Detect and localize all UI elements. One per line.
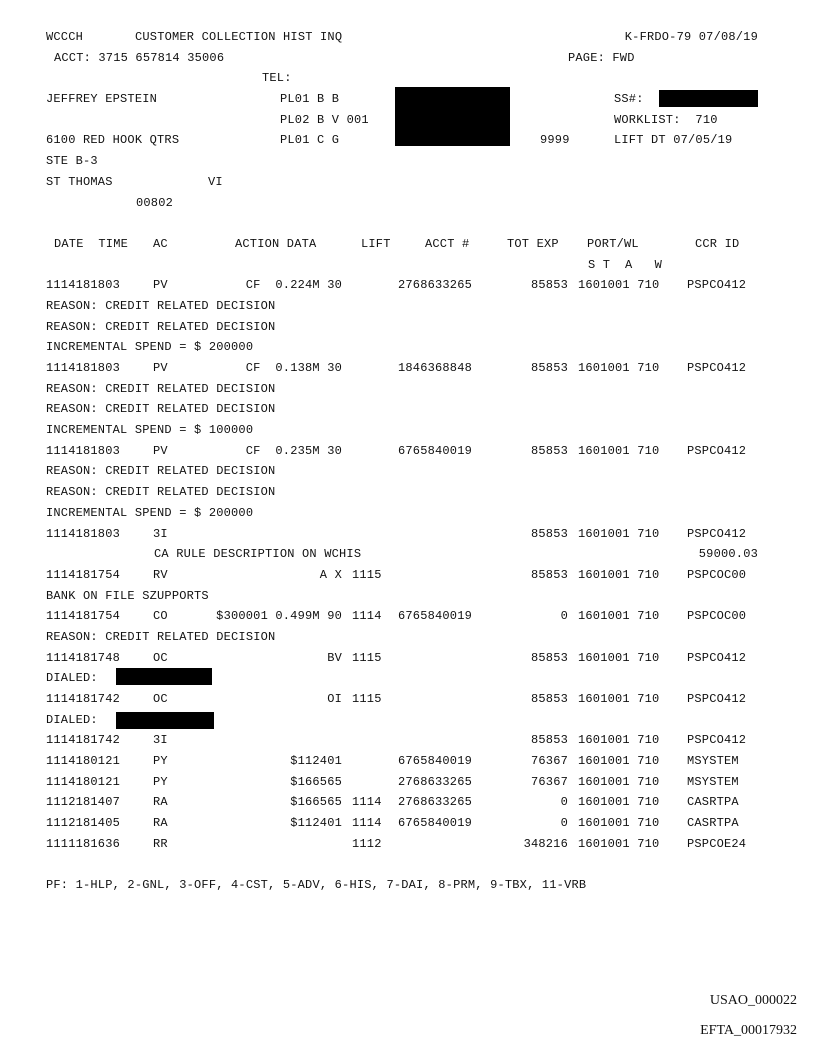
row-action-data: A X [319, 567, 342, 582]
row-ccr-id: MSYSTEM [687, 754, 739, 769]
header-line-2 [46, 48, 776, 69]
row-date-time: 1111181636 [46, 836, 121, 851]
history-row [46, 524, 776, 545]
row-action-data: $112401 [290, 816, 342, 831]
address-line-2: STE B-3 [46, 154, 98, 169]
row-action-code: RA [153, 816, 168, 831]
history-row [46, 792, 776, 813]
tel-line [46, 68, 776, 89]
history-row [46, 689, 776, 710]
row-total-exposure: 348216 [523, 836, 568, 851]
row-action-code: OC [153, 650, 168, 665]
row-ccr-id: PSPCOC00 [687, 609, 747, 624]
tel-label: TEL: [262, 71, 292, 86]
pl01-cg: PL01 C G [280, 133, 340, 148]
row-port-worklist: 1601001 710 [578, 443, 660, 458]
history-subline [46, 544, 776, 565]
row-action-data: OI [327, 692, 342, 706]
row-action-data: $112401 [290, 754, 342, 769]
row-total-exposure: 0 [560, 795, 568, 810]
row-lift: 1112 [352, 836, 382, 851]
page-indicator: PAGE: FWD [568, 50, 635, 65]
customer-line-5 [46, 172, 776, 193]
history-note [46, 586, 776, 607]
ss-label: SS#: [614, 92, 644, 107]
ss-redaction [659, 90, 758, 107]
row-date-time: 1114181803 [46, 443, 121, 458]
row-total-exposure: 85853 [530, 733, 568, 748]
note-text: REASON: CREDIT RELATED DECISION [46, 464, 276, 479]
row-port-worklist: 1601001 710 [578, 526, 660, 541]
history-note [46, 296, 776, 317]
row-action-code: PV [153, 361, 168, 375]
customer-name: JEFFREY EPSTEIN [46, 92, 158, 107]
efta-number: EFTA_00017932 [700, 1023, 797, 1038]
worklist: WORKLIST: 710 [614, 112, 718, 127]
row-date-time: 1114180121 [46, 754, 121, 769]
note-text: INCREMENTAL SPEND = $ 100000 [46, 423, 254, 438]
zip-code: 00802 [136, 195, 174, 210]
row-action-code: CO [153, 609, 168, 624]
history-note [46, 482, 776, 503]
phone-redaction [116, 712, 214, 729]
col-acct: ACCT # [425, 236, 470, 251]
row-action-code: PY [153, 754, 168, 769]
row-action-code: PY [153, 774, 168, 789]
history-row [46, 358, 776, 379]
note-text: REASON: CREDIT RELATED DECISION [46, 629, 276, 644]
row-action-code: 3I [153, 526, 168, 541]
row-account: 1846368848 [398, 361, 473, 375]
row-ccr-id: PSPCO412 [687, 361, 747, 375]
col-staw: S T A W [588, 257, 663, 272]
history-row [46, 606, 776, 627]
note-text: REASON: CREDIT RELATED DECISION [46, 485, 276, 500]
row-port-worklist: 1601001 710 [578, 774, 660, 789]
note-text: REASON: CREDIT RELATED DECISION [46, 381, 276, 396]
row-lift: 1114 [352, 609, 382, 624]
row-date-time: 1114181754 [46, 567, 121, 582]
row-action-code: RV [153, 567, 168, 582]
note-text: DIALED: [46, 671, 98, 686]
col-lift: LIFT [361, 236, 391, 251]
rule-value: 59000.03 [698, 547, 758, 562]
row-total-exposure: 76367 [530, 774, 568, 789]
col-port-wl: PORT/WL [587, 236, 639, 251]
row-action-data: BV [327, 650, 342, 665]
history-row [46, 772, 776, 793]
history-row [46, 441, 776, 462]
row-port-worklist: 1601001 710 [578, 567, 660, 582]
row-port-worklist: 1601001 710 [578, 754, 660, 769]
row-date-time: 1114181742 [46, 733, 121, 748]
row-account: 6765840019 [398, 609, 473, 624]
note-text: REASON: CREDIT RELATED DECISION [46, 319, 276, 334]
row-total-exposure: 85853 [530, 526, 568, 541]
row-ccr-id: MSYSTEM [687, 774, 739, 789]
screen-title: CUSTOMER COLLECTION HIST INQ [135, 30, 343, 44]
phone-redaction [116, 668, 212, 685]
row-port-worklist: 1601001 710 [578, 650, 660, 665]
row-lift: 1115 [352, 650, 382, 665]
pf-key-line [46, 875, 776, 896]
customer-line-4 [46, 151, 776, 172]
row-date-time: 1112181405 [46, 816, 121, 831]
row-date-time: 1114181803 [46, 361, 121, 375]
account-number: ACCT: 3715 657814 35006 [54, 50, 225, 65]
history-row [46, 834, 776, 855]
row-account: 6765840019 [398, 443, 473, 458]
row-account: 2768633265 [398, 774, 473, 789]
history-note [46, 379, 776, 400]
row-action-data: CF 0.235M 30 [245, 443, 342, 458]
row-total-exposure: 76367 [530, 754, 568, 769]
row-total-exposure: 85853 [530, 278, 568, 293]
row-date-time: 1114180121 [46, 774, 121, 789]
pl02-bv: PL02 B V 001 [280, 112, 369, 127]
history-note [46, 668, 776, 689]
state: VI [208, 174, 223, 189]
history-note [46, 461, 776, 482]
row-date-time: 1114181742 [46, 692, 121, 706]
spacer [46, 855, 776, 876]
col-ccr-id: CCR ID [695, 236, 740, 251]
row-ccr-id: PSPCO412 [687, 733, 747, 748]
column-headers [46, 234, 776, 255]
row-port-worklist: 1601001 710 [578, 733, 660, 748]
bates-number: USAO_000022 [709, 993, 797, 1008]
row-ccr-id: PSPCO412 [687, 692, 747, 706]
screen-code: WCCCH [46, 30, 84, 44]
row-ccr-id: PSPCOC00 [687, 567, 747, 582]
row-ccr-id: PSPCO412 [687, 650, 747, 665]
row-account: 6765840019 [398, 816, 473, 831]
row-action-data: $166565 [290, 774, 342, 789]
row-port-worklist: 1601001 710 [578, 692, 660, 706]
row-ccr-id: CASRTPA [687, 795, 739, 810]
address-line-1: 6100 RED HOOK QTRS [46, 133, 180, 148]
customer-line-6 [46, 193, 776, 214]
note-text: BANK ON FILE SZUPPORTS [46, 588, 209, 603]
row-ccr-id: PSPCO412 [687, 526, 747, 541]
note-text: INCREMENTAL SPEND = $ 200000 [46, 505, 254, 520]
history-row [46, 730, 776, 751]
row-account: 6765840019 [398, 754, 473, 769]
terminal-screen [46, 27, 776, 896]
row-total-exposure: 85853 [530, 567, 568, 582]
column-subheaders [46, 255, 776, 276]
history-row [46, 751, 776, 772]
row-total-exposure: 85853 [530, 443, 568, 458]
pf-keys: PF: 1-HLP, 2-GNL, 3-OFF, 4-CST, 5-ADV, 6-HIS, 7-DAI, 8-PRM, 9-TBX, 11-VRB [46, 878, 587, 893]
history-note [46, 627, 776, 648]
col-ac: AC [153, 236, 168, 251]
row-account: 2768633265 [398, 278, 473, 293]
code-9999: 9999 [540, 133, 570, 148]
history-note [46, 337, 776, 358]
row-lift: 1115 [352, 692, 382, 706]
row-ccr-id: PSPCO412 [687, 278, 747, 293]
row-action-code: RA [153, 795, 168, 810]
row-date-time: 1114181803 [46, 278, 121, 293]
row-date-time: 1114181754 [46, 609, 121, 624]
row-lift: 1114 [352, 816, 382, 831]
history-note [46, 317, 776, 338]
row-action-code: OC [153, 692, 168, 706]
terminal-date: K-FRDO-79 07/08/19 [624, 30, 758, 44]
lift-date: LIFT DT 07/05/19 [614, 133, 733, 148]
note-text: DIALED: [46, 712, 98, 727]
history-note [46, 420, 776, 441]
row-action-data: CF 0.224M 30 [245, 278, 342, 293]
row-action-code: 3I [153, 733, 168, 748]
row-action-code: PV [153, 278, 168, 293]
spacer [46, 213, 776, 234]
row-date-time: 1112181407 [46, 795, 121, 810]
pl01-bb: PL01 B B [280, 92, 340, 107]
note-text: REASON: CREDIT RELATED DECISION [46, 298, 276, 313]
history-row [46, 648, 776, 669]
history-note [46, 710, 776, 731]
row-port-worklist: 1601001 710 [578, 361, 660, 375]
city: ST THOMAS [46, 174, 113, 189]
rule-description: CA RULE DESCRIPTION ON WCHIS [154, 547, 362, 562]
history-row [46, 275, 776, 296]
row-action-data: $166565 [290, 795, 342, 810]
row-total-exposure: 85853 [530, 361, 568, 375]
row-total-exposure: 85853 [530, 650, 568, 665]
row-total-exposure: 0 [560, 609, 568, 624]
history-note [46, 503, 776, 524]
row-port-worklist: 1601001 710 [578, 836, 660, 851]
row-action-code: RR [153, 836, 168, 851]
col-action-data: ACTION DATA [235, 236, 317, 251]
history-row [46, 813, 776, 834]
history-list [46, 275, 776, 854]
col-tot-exp: TOT EXP [507, 236, 559, 251]
row-action-data: $300001 0.499M 90 [216, 609, 342, 624]
row-date-time: 1114181803 [46, 526, 121, 541]
row-port-worklist: 1601001 710 [578, 816, 660, 831]
history-note [46, 399, 776, 420]
note-text: INCREMENTAL SPEND = $ 200000 [46, 340, 254, 355]
row-ccr-id: CASRTPA [687, 816, 739, 831]
row-account: 2768633265 [398, 795, 473, 810]
col-date-time: DATE TIME [54, 236, 129, 251]
row-action-code: PV [153, 443, 168, 458]
row-port-worklist: 1601001 710 [578, 278, 660, 293]
history-row [46, 565, 776, 586]
row-action-data: CF 0.138M 30 [245, 361, 342, 375]
row-port-worklist: 1601001 710 [578, 795, 660, 810]
row-total-exposure: 85853 [530, 692, 568, 706]
row-date-time: 1114181748 [46, 650, 121, 665]
row-ccr-id: PSPCOE24 [687, 836, 747, 851]
row-lift: 1114 [352, 795, 382, 810]
note-text: REASON: CREDIT RELATED DECISION [46, 402, 276, 417]
header-line-1 [46, 27, 776, 48]
phone-block-redaction [395, 87, 510, 146]
row-ccr-id: PSPCO412 [687, 443, 747, 458]
row-lift: 1115 [352, 567, 382, 582]
row-port-worklist: 1601001 710 [578, 609, 660, 624]
row-total-exposure: 0 [560, 816, 568, 831]
